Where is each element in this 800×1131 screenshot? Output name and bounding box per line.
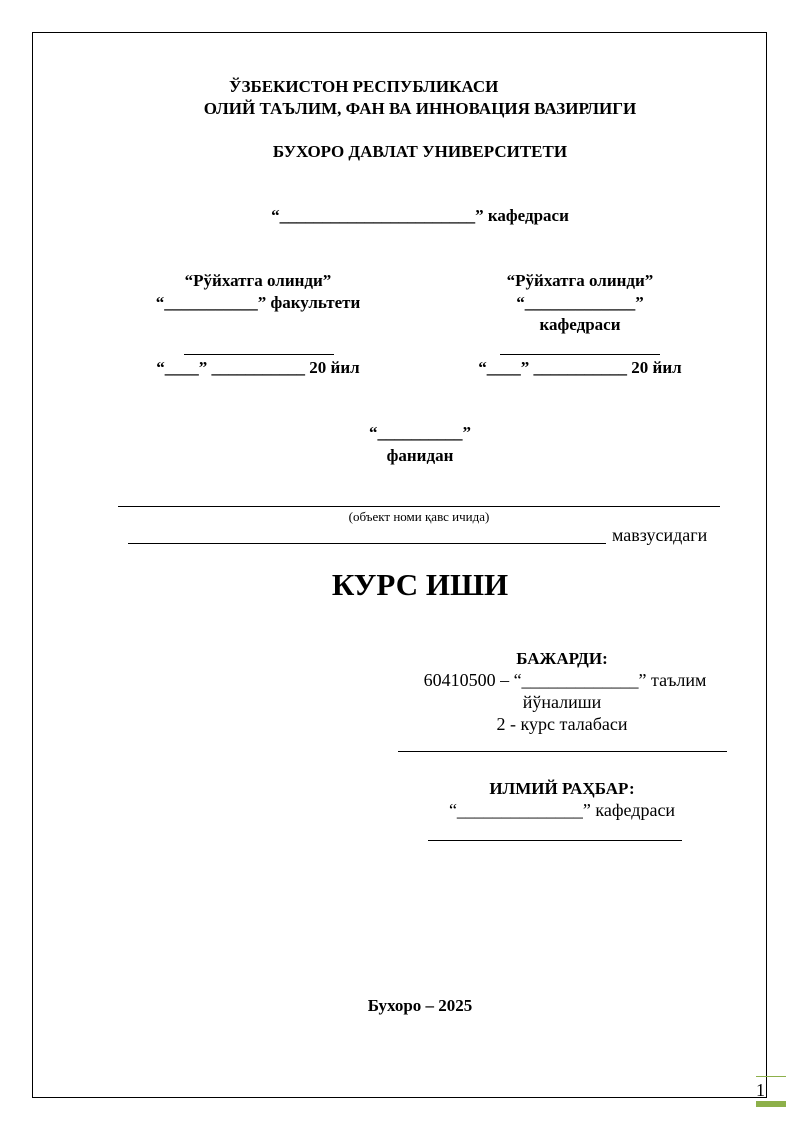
right-department-word: кафедраси [539,315,621,334]
right-date-field: “____” ___________ 20 йил [478,358,682,377]
main-title: КУРС ИШИ [331,567,509,602]
right-signature-line [500,354,660,355]
university-name: БУХОРО ДАВЛАТ УНИВЕРСИТЕТИ [272,142,568,161]
department-field: “_______________________” кафедраси [271,206,569,225]
supervisor-department: “______________” кафедраси [448,800,676,820]
supervisor-label: ИЛМИЙ РАҲБАР: [489,779,635,798]
left-faculty-field: “___________” факультети [155,293,361,312]
object-note: (объект номи қавс ичида) [348,509,490,524]
page-number-accent-bar [756,1101,786,1107]
subject-blank: “__________” [369,423,471,442]
right-department-blank: “_____________” [516,293,644,312]
footer-city-year: Бухоро – 2025 [367,996,473,1015]
left-registered-title: “Рўйхатга олинди” [184,271,332,290]
left-signature-line [184,354,334,355]
left-date-field: “____” ___________ 20 йил [156,358,360,377]
page-number: 1 [756,1080,765,1100]
object-line [118,506,720,507]
student-name-line [398,751,727,752]
header-line1: ЎЗБЕКИСТОН РЕСПУБЛИКАСИ [229,77,499,96]
performed-direction-word: йўналиши [522,692,602,712]
topic-line [128,543,606,544]
supervisor-name-line [428,840,682,841]
right-registered-title: “Рўйхатга олинди” [506,271,654,290]
page-border [32,32,767,1098]
topic-suffix: мавзусидаги [612,525,708,545]
subject-word: фанидан [386,446,454,465]
header-line2: ОЛИЙ ТАЪЛИМ, ФАН ВА ИННОВАЦИЯ ВАЗИРЛИГИ [203,99,637,118]
performed-label: БАЖАРДИ: [516,649,608,668]
performed-direction: 60410500 – “_____________” таълим [423,670,707,690]
page-number-accent-top [756,1076,786,1077]
performed-course: 2 - курс талабаси [496,714,628,734]
